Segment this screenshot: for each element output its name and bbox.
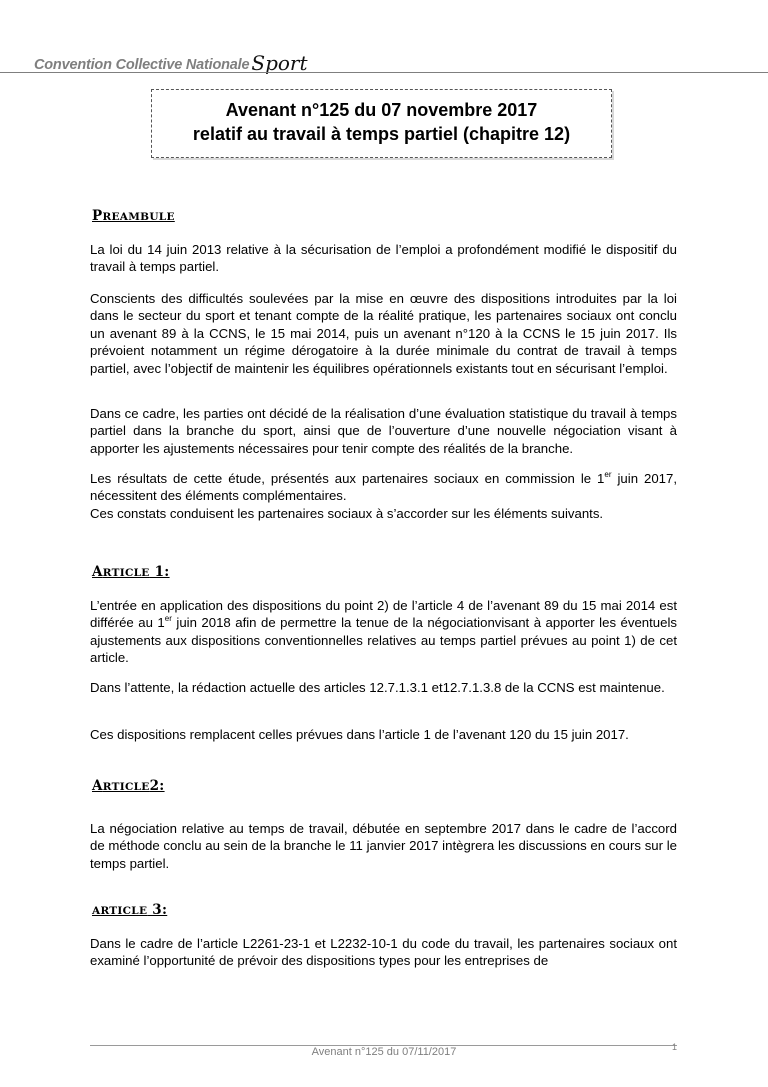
document-subtitle: relatif au travail à temps partiel (chapitre 12) xyxy=(192,124,571,144)
preambule-paragraph-4: Les résultats de cette étude, présentés aux partenaires sociaux en commission le 1er juin 2017, nécessitent des éléments complémentaires. Ces constats conduisent les partenaires sociaux à s’accorder sur les éléments suivants. xyxy=(90,469,677,521)
sport-logo: Sport xyxy=(251,51,308,75)
header-divider xyxy=(0,72,768,73)
article-2-paragraph-1: La négociation relative au temps de travail, débutée en septembre 2017 dans le cadre de l’accord de méthode conclu au sein de la branche le 11 janvier 2017 intègrera les discussions en cours sur le temps partiel. xyxy=(90,821,677,871)
title-box xyxy=(151,89,612,158)
page-header xyxy=(34,50,308,75)
article-1-heading: ARTICLE 1: xyxy=(92,564,170,580)
header-title: Convention Collective Nationale xyxy=(34,57,250,73)
preambule-paragraph-3: Dans ce cadre, les parties ont décidé de la réalisation d’une évaluation statistique du travail à temps partiel dans la branche du sport, ainsi que de l’ouverture d’une nouvelle négociation visant à apporter les ajustements nécessaires pour tenir compte des réalités de la branche. xyxy=(90,406,677,456)
article-1-paragraph-2: Dans l’attente, la rédaction actuelle des articles 12.7.1.3.1 et12.7.1.3.8 de la CCNS est maintenue. xyxy=(90,680,665,695)
article-3-heading: ARTICLE 3: xyxy=(92,902,168,918)
preambule-paragraph-2: Conscients des difficultés soulevées par la mise en œuvre des dispositions introduites par la loi dans le secteur du sport et tenant compte de la réalité pratique, les partenaires sociaux ont conclu un avenant 89 à la CCNS, le 15 mai 2014, puis un avenant n°120 à la CCNS le 15 juin 2017. Ils prévoient notamment un régime dérogatoire à la durée minimale du contrat de travail à temps partiel, avec l’objectif de maintenir les équilibres opérationnels existants tout en sécurisant l’emploi. xyxy=(90,291,677,376)
article-3-paragraph-1: Dans le cadre de l’article L2261-23-1 et L2232-10-1 du code du travail, les partenaires sociaux ont examiné l’opportunité de prévoir des dispositions types pour les entreprises de xyxy=(90,936,677,969)
preambule-paragraph-1: La loi du 14 juin 2013 relative à la sécurisation de l’emploi a profondément modifié le dispositif du travail à temps partiel. xyxy=(90,242,677,275)
article-1-paragraph-3: Ces dispositions remplacent celles prévues dans l’article 1 de l’avenant 120 du 15 juin 2017. xyxy=(90,727,629,742)
article-1-paragraph-1: L’entrée en application des dispositions du point 2) de l’article 4 de l’avenant 89 du 15 mai 2014 est différée au 1er juin 2018 afin de permettre la tenue de la négociationvisant à apporter les éventuels ajustements aux dispositions conventionnelles relatives au temps partiel prévues au point 1) de cet article. xyxy=(90,598,677,666)
page-number: 1 xyxy=(672,1042,678,1052)
footer-text: Avenant n°125 du 07/11/2017 xyxy=(311,1046,457,1058)
document-title: Avenant n°125 du 07 novembre 2017 xyxy=(225,100,538,120)
article-2-heading: ARTICLE2: xyxy=(92,778,165,794)
preambule-heading: PREAMBULE xyxy=(92,208,175,224)
